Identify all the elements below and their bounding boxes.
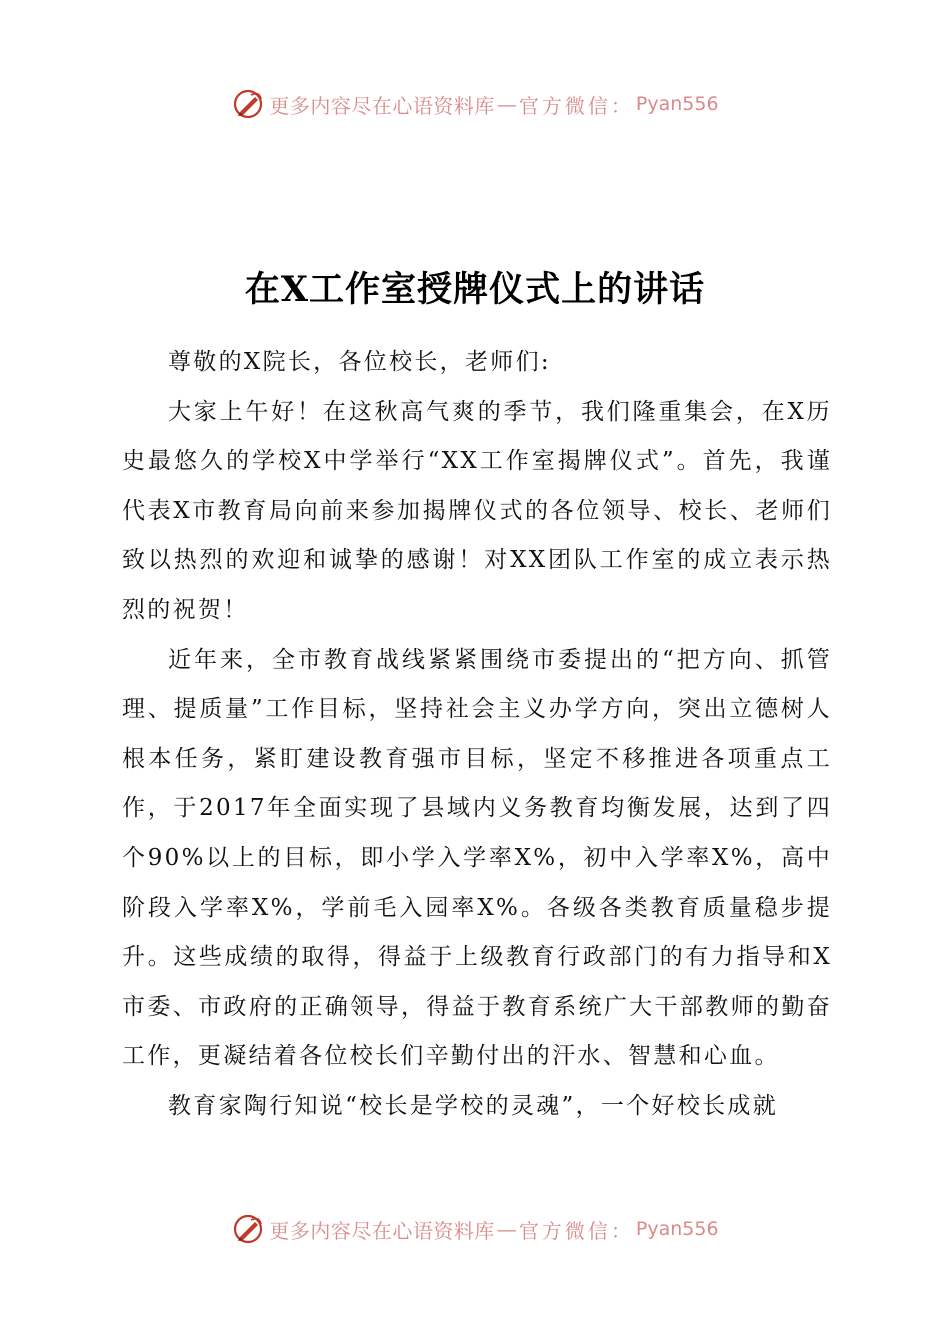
paragraph-1: 大家上午好！在这秋高气爽的季节，我们隆重集会，在X历史最悠久的学校X中学举行“XX工作室揭牌仪式”。首先，我谨代表X市教育局向前来参加揭牌仪式的各位领导、校长、老师们致以热烈的欢迎和诚挚的感谢！对XX团队工作室的成立表示热烈的祝贺！ [122, 398, 832, 623]
salutation: 尊敬的X院长，各位校长，老师们: [168, 349, 551, 375]
watermark-wechat-label: 官方微信： [518, 1218, 634, 1243]
watermark-site-text: 更多内容尽在心语资料库 [269, 1218, 495, 1243]
paragraph-3: 教育家陶行知说“校长是学校的灵魂”，一个好校长成就 [168, 1092, 779, 1119]
pen-circle-logo-icon [231, 1212, 265, 1246]
paragraph-2: 近年来，全市教育战线紧紧围绕市委提出的“把方向、抓管理、提质量”工作目标，坚持社会主义办学方向，突出立德树人根本任务，紧盯建设教育强市目标，坚定不移推进各项重点工作，于2017年全面实现了县域内义务教育均衡发展，达到了四个90%以上的目标，即小学入学率X%，初中入学率X%，高中阶段入学率X%，学前毛入园率X%。各级各类教育质量稳步提升。这些成绩的取得，得益于上级教育行政部门的有力指导和X市委、市政府的正确领导，得益于教育系统广大干部教师的勤奋工作，更凝结着各位校长们辛勤付出的汗水、智慧和心血。 [122, 646, 832, 1070]
document-title: 在X工作室授牌仪式上的讲话 [244, 269, 706, 310]
pen-circle-logo-icon [231, 87, 265, 121]
watermark-wechat-id: Pyan556 [635, 93, 719, 115]
watermark-wechat-label: 官方微信： [518, 93, 634, 118]
watermark-wechat-id: Pyan556 [635, 1218, 719, 1240]
watermark-dash: — [496, 92, 517, 116]
footer-watermark-banner [0, 1209, 950, 1249]
watermark-dash: — [496, 1217, 517, 1241]
document-body [122, 338, 832, 1132]
header-watermark-banner [0, 84, 950, 124]
watermark-site-text: 更多内容尽在心语资料库 [269, 93, 495, 118]
